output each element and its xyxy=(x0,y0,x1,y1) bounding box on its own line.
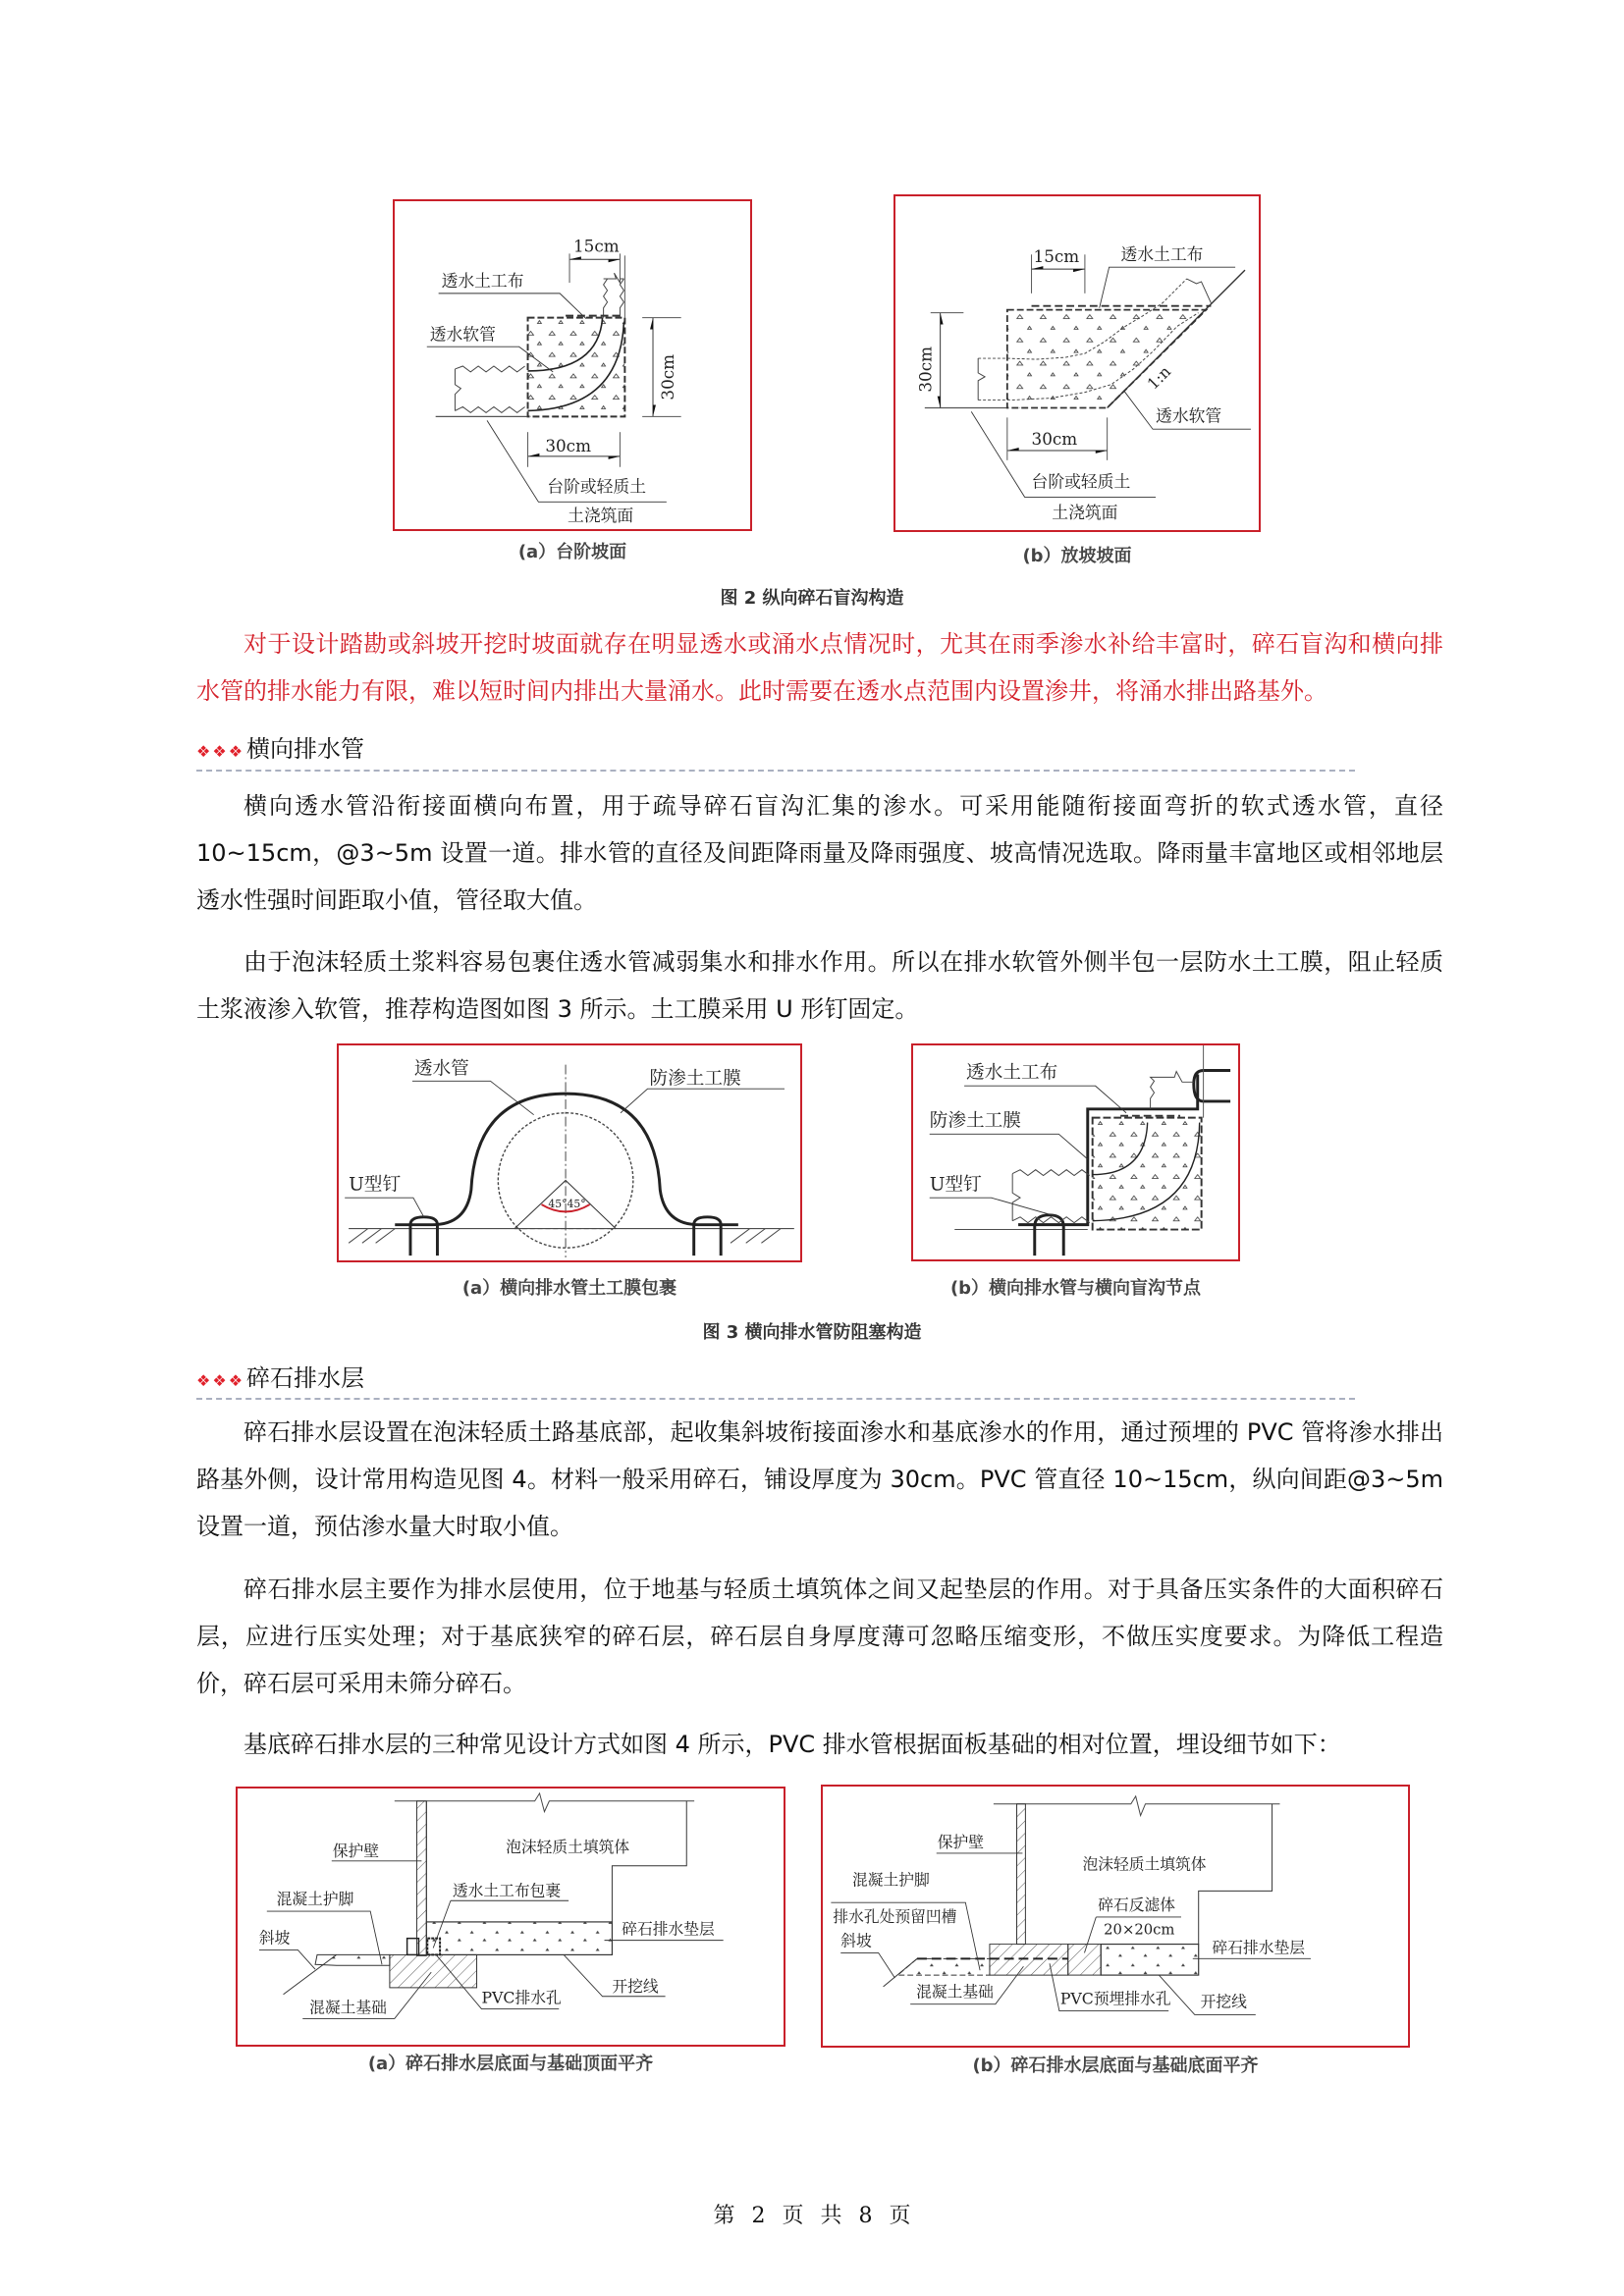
paragraph-gravel-3: 基底碎石排水层的三种常见设计方式如图 4 所示，PVC 排水管根据面板基础的相对位置，埋设细节如下： xyxy=(244,1731,1341,1758)
dim-bottom-label: 30cm xyxy=(1031,429,1078,450)
fabric-label: 透水土工布 xyxy=(966,1062,1058,1084)
paragraph-gravel-2: 碎石排水层主要作为排水层使用，位于地基与轻质土填筑体之间又起垫层的作用。对于具备压实条件的大面积碎石层，应进行压实处理；对于基底狭窄的碎石层，碎石层自身厚度薄可忽略压缩变形，不做压实度要求。为降低工程造价，碎石层可采用未筛分碎石。 xyxy=(196,1575,1443,1697)
pipe-label: 透水管 xyxy=(413,1058,469,1080)
paragraph-transverse-1: 横向透水管沿衔接面横向布置，用于疏导碎石盲沟汇集的渗水。可采用能随衔接面弯折的软式透水管，直径 10~15cm，@3~5m 设置一道。排水管的直径及间距降雨量及降雨强度、坡高情况选取。降雨量丰富地区或相邻地层透水性强时间距取小值，管径取大值。 xyxy=(196,792,1443,914)
pvc-label: PVC预埋排水孔 xyxy=(1059,1989,1171,2008)
dim-right-label: 30cm xyxy=(657,353,677,400)
section-title: 碎石排水层 xyxy=(246,1364,365,1392)
figure-3b-caption: (b）横向排水管与横向盲沟节点 xyxy=(949,1278,1202,1299)
page-footer: 第 2 页 共 8 页 xyxy=(713,2204,911,2228)
section-heading-transverse-pipe xyxy=(196,734,364,767)
slope-label: 1:n xyxy=(1143,362,1174,394)
figure-2a-caption: (a）台阶坡面 xyxy=(517,542,627,562)
figure-4a-drawing xyxy=(238,1789,784,2045)
figure-3b xyxy=(911,1043,1240,1261)
section-heading-gravel-layer xyxy=(196,1363,364,1396)
diamond-bullets-icon: ❖❖❖ xyxy=(196,742,245,761)
figure-3a xyxy=(337,1043,802,1262)
pipe-label: 透水软管 xyxy=(1156,405,1222,426)
slope-label: 斜坡 xyxy=(840,1931,872,1950)
fill-label: 泡沫轻质土填筑体 xyxy=(1082,1854,1207,1874)
section-divider xyxy=(196,770,1355,772)
nail-label: U型钉 xyxy=(349,1174,402,1196)
fabric-label: 透水土工布 xyxy=(1120,244,1204,265)
figure-4b-caption: (b）碎石排水层底面与基础底面平齐 xyxy=(972,2056,1259,2076)
groove-label: 排水孔处预留凹槽 xyxy=(833,1906,957,1926)
figure-2b-caption: (b）放坡坡面 xyxy=(1022,546,1132,566)
fabric-label: 透水土工布 xyxy=(441,270,524,291)
figure-4b xyxy=(821,1785,1410,2048)
wall-label: 保护壁 xyxy=(937,1833,984,1852)
figure-4b-drawing xyxy=(823,1787,1408,2046)
dim-top-label: 15cm xyxy=(572,236,620,256)
nail-label: U型钉 xyxy=(929,1174,982,1196)
section-title: 横向排水管 xyxy=(246,735,365,763)
figure-2a xyxy=(393,199,752,531)
surface-label-1: 台阶或轻质土 xyxy=(1031,471,1131,492)
figure-2-caption: 图 2 纵向碎石盲沟构造 xyxy=(720,588,904,609)
figure-2b xyxy=(893,194,1261,532)
figure-3b-drawing xyxy=(913,1045,1238,1259)
figure-4a xyxy=(236,1787,785,2047)
pipe-label: 透水软管 xyxy=(429,324,496,345)
figure-2a-drawing xyxy=(395,201,750,529)
slope-label: 斜坡 xyxy=(258,1928,291,1948)
surface-label-2: 土浇筑面 xyxy=(568,506,634,526)
filter-size-label: 20×20cm xyxy=(1104,1921,1175,1939)
figure-4a-caption: (a）碎石排水层底面与基础顶面平齐 xyxy=(367,2054,654,2074)
dim-left-label: 30cm xyxy=(915,346,936,393)
fill-label: 泡沫轻质土填筑体 xyxy=(506,1838,630,1857)
wrap-label: 透水土工布包裹 xyxy=(452,1881,562,1900)
toe-label: 混凝土护脚 xyxy=(852,1870,930,1890)
base-label: 混凝土基础 xyxy=(916,1982,994,2002)
angle-label: 45°45° xyxy=(548,1197,586,1210)
figure-2b-drawing xyxy=(895,196,1259,530)
dim-top-label: 15cm xyxy=(1033,246,1080,267)
wall-label: 保护壁 xyxy=(332,1841,380,1860)
figure-3a-drawing xyxy=(339,1045,800,1260)
surface-label-1: 台阶或轻质土 xyxy=(547,476,647,497)
figure-3-caption: 图 3 横向排水管防阻塞构造 xyxy=(702,1322,922,1343)
paragraph-seepage-well: 对于设计踏勘或斜坡开挖时坡面就存在明显透水或涌水点情况时，尤其在雨季渗水补给丰富时，碎石盲沟和横向排水管的排水能力有限，难以短时间内排出大量涌水。此时需要在透水点范围内设置渗井，将涌水排出路基外。 xyxy=(196,630,1443,705)
filter-label: 碎石反滤体 xyxy=(1098,1896,1176,1915)
cushion-label: 碎石排水垫层 xyxy=(622,1919,715,1939)
toe-label: 混凝土护脚 xyxy=(276,1890,354,1909)
membrane-label: 防渗土工膜 xyxy=(649,1068,741,1090)
section-divider xyxy=(196,1398,1355,1400)
figure-3a-caption: (a）横向排水管土工膜包裹 xyxy=(461,1278,677,1299)
cushion-label: 碎石排水垫层 xyxy=(1212,1938,1306,1957)
excavation-label: 开挖线 xyxy=(612,1976,659,1996)
base-label: 混凝土基础 xyxy=(309,1998,387,2017)
paragraph-gravel-1: 碎石排水层设置在泡沫轻质土路基底部，起收集斜坡衔接面渗水和基底渗水的作用，通过预埋的 PVC 管将渗水排出路基外侧，设计常用构造见图 4。材料一般采用碎石，铺设厚度为 30cm。PVC 管直径 10~15cm，纵向间距@3~5m 设置一道，预估渗水量大时取小值。 xyxy=(196,1418,1443,1540)
diamond-bullets-icon: ❖❖❖ xyxy=(196,1371,245,1390)
membrane-label: 防渗土工膜 xyxy=(929,1110,1021,1132)
excavation-label: 开挖线 xyxy=(1200,1992,1247,2011)
paragraph-transverse-2: 由于泡沫轻质土浆料容易包裹住透水管减弱集水和排水作用。所以在排水软管外侧半包一层防水土工膜，阻止轻质土浆液渗入软管，推荐构造图如图 3 所示。土工膜采用 U 形钉固定。 xyxy=(196,948,1443,1023)
pvc-label: PVC排水孔 xyxy=(481,1988,562,2007)
dim-bottom-label: 30cm xyxy=(545,435,592,455)
surface-label-2: 土浇筑面 xyxy=(1052,503,1118,523)
